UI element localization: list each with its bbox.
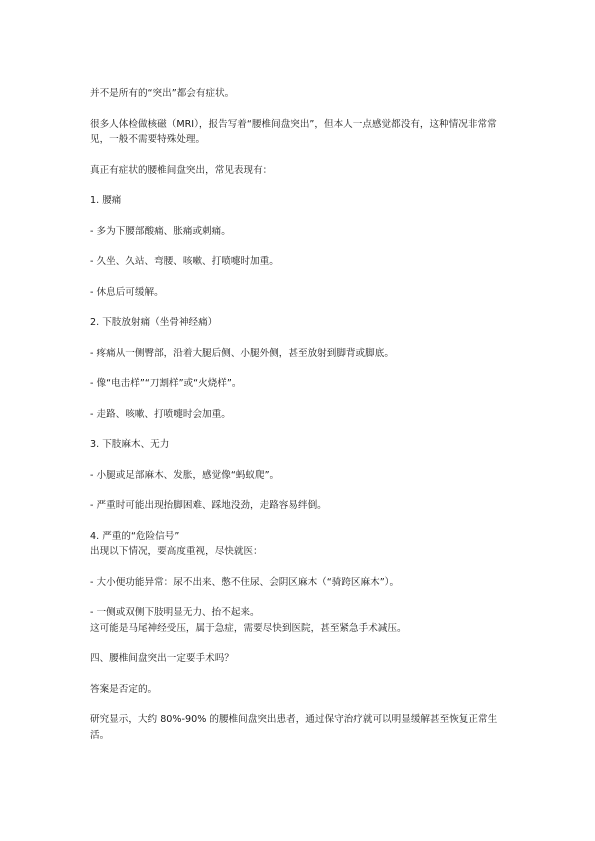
paragraph: 出现以下情况，要高度重视，尽快就医： <box>90 546 263 557</box>
list-item: - 一侧或双侧下肢明显无力、抬不起来。 <box>90 607 260 618</box>
paragraph: 答案是否定的。 <box>90 683 158 695</box>
list-item: - 像“电击样”“刀割样”或“火烧样”。 <box>90 378 242 389</box>
document-body <box>90 86 510 758</box>
section-heading: 4. 严重的“危险信号” <box>90 530 180 542</box>
list-item: - 疼痛从一侧臀部，沿着大腿后侧、小腿外侧，甚至放射到脚背或脚底。 <box>90 347 394 359</box>
section-heading: 2. 下肢放射痛（坐骨神经痛） <box>90 317 218 328</box>
list-item: - 多为下腰部酸痛、胀痛或刺痛。 <box>90 225 231 237</box>
paragraph: 真正有症状的腰椎间盘突出，常见表现有： <box>90 164 273 176</box>
paragraph: 这可能是马尾神经受压，属于急症，需要尽快到医院，甚至紧急手术减压。 <box>90 622 407 634</box>
list-item: - 小腿或足部麻木、发胀，感觉像“蚂蚁爬”。 <box>90 469 280 481</box>
list-item: - 严重时可能出现抬脚困难、踩地没劲，走路容易绊倒。 <box>90 500 327 511</box>
section-heading: 1. 腰痛 <box>90 195 122 206</box>
list-item: - 走路、咳嗽、打喷嚏时会加重。 <box>90 408 231 420</box>
list-item: - 久坐、久站、弯腰、咳嗽、打喷嚏时加重。 <box>90 256 279 267</box>
paragraph: 研究显示，大约 80%-90% 的腰椎间盘突出患者，通过保守治疗就可以明显缓解甚至恢复正常生活。 <box>90 714 498 741</box>
section-heading: 3. 下肢麻木、无力 <box>90 439 170 450</box>
list-item: - 休息后可缓解。 <box>90 286 164 298</box>
paragraph: 很多人体检做核磁（MRI），报告写着“腰椎间盘突出”，但本人一点感觉都没有，这种情况非常常见，一般不需要特殊处理。 <box>90 118 497 145</box>
paragraph: 并不是所有的“突出”都会有症状。 <box>90 88 235 99</box>
section-heading: 四、腰椎间盘突出一定要手术吗？ <box>90 653 234 664</box>
list-item: - 大小便功能异常：尿不出来、憋不住尿、会阴区麻木（“骑跨区麻木”）。 <box>90 576 400 588</box>
